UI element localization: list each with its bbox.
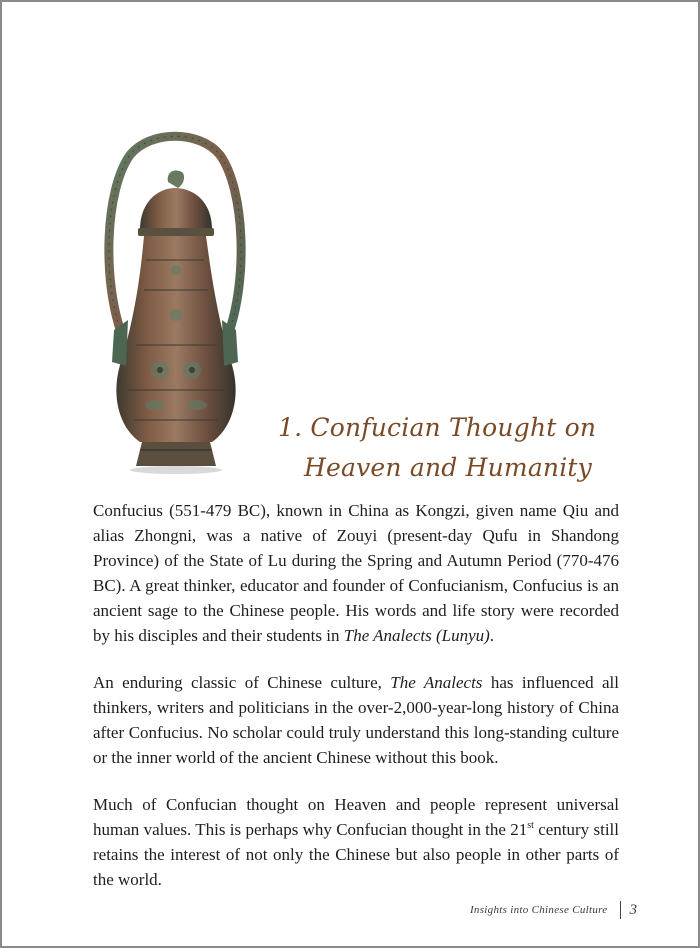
- paragraph-3: Much of Confucian thought on Heaven and people represent universal human values. This is perhaps why Confucian thought in the 21st century still retains the interest of not only the Chinese but also people in other parts of the world.: [93, 795, 619, 889]
- paragraph-2: An enduring classic of Chinese culture, The Analects has influenced all thinkers, writers and politicians in the over-2,000-year-long history of China after Confucius. No scholar could truly understand this long-standing culture or the inner world of the ancient Chinese without this book.: [93, 673, 620, 767]
- ordinal-suffix: st: [527, 820, 534, 831]
- paragraph-1-text: Confucius (551-479 BC), known in China as Kongzi, given name Qiu and alias Zhongni, was a native of Zouyi (present-day Qufu in Shandong Province) of the State of Lu during the Spring and Autumn Period (770-476 BC). A great thinker, educator and founder of Confucianism, Confucius is an ancient sage to the Chinese people. His words and life story were recorded by his disciples and their students in: [93, 501, 619, 645]
- footer-divider: [620, 901, 621, 919]
- chapter-title-line-2: Heaven and Humanity: [304, 453, 593, 482]
- book-title-reference: The Analects: [390, 673, 483, 692]
- chapter-title-line-1: Confucian Thought on: [310, 413, 597, 442]
- chapter-title: [278, 408, 596, 488]
- bronze-vessel-image: [100, 130, 250, 475]
- paragraph-3-text: Much of Confucian thought on Heaven and people represent universal human values. This is perhaps why Confucian thought in the 21: [93, 795, 619, 839]
- page-number: 3: [629, 901, 637, 918]
- paragraph-1: Confucius (551-479 BC), known in China as Kongzi, given name Qiu and alias Zhongni, was a native of Zouyi (present-day Qufu in Shandong Province) of the State of Lu during the Spring and Autumn Period (770-476 BC). A great thinker, educator and founder of Confucianism, Confucius is an ancient sage to the Chinese people. His words and life story were recorded by his disciples and their students in The Analects (Lunyu).: [93, 501, 619, 645]
- paragraph-2-text: has influenced all thinkers, writers and politicians in the over-2,000-year-long history of China after Confucius. No scholar could truly understand this long-standing culture or the inner world of the ancient Chinese without this book.: [93, 673, 620, 767]
- page-footer: [470, 901, 637, 919]
- body-text: [93, 498, 619, 914]
- chapter-number: 1.: [278, 413, 303, 442]
- running-footer-title: Insights into Chinese Culture: [469, 904, 608, 916]
- book-title-reference: The Analects (Lunyu): [343, 626, 490, 645]
